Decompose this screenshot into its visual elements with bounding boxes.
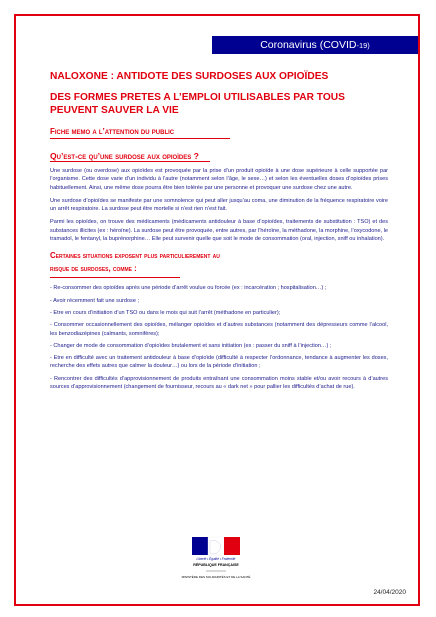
section2-heading-line1: Certaines situations exposent plus particulierement au: [50, 251, 220, 261]
risk-item: - Re-consommer des opioïdes après une période d’arrêt voulue ou forcée (ex : incarcération ; hospitalisation…) ;: [50, 285, 327, 292]
ministry-logo: [181, 535, 251, 595]
section1-paragraph-3: Parmi les opioïdes, on trouve des médicaments (médicaments antidouleur à base d’opioïdes, traitements de substitution : TSO) et des substances illicites (ex : héroïne). La surdose peut être provoquée, entre autres, par l’héroïne, la méthadone, la morphine, l’oxycodone, le tramadol, le fentanyl, la buprénorphine… Elle peut survenir quelle que soit le mode de consommation (oral, injection, sniff ou inhalation).: [50, 219, 388, 243]
banner-text: Coronavirus (COVID: [260, 39, 357, 51]
risk-item: - Avoir récemment fait une surdose ;: [50, 297, 139, 304]
banner-suffix: -19): [356, 41, 370, 50]
section1-paragraph-1: Une surdose (ou overdose) aux opioïdes est provoquée par la prise d’un produit opioïde à une dose supérieure à celle supportée par l’organisme. Cette dose varie d’un individu à l’autre (notamment selon l’âge, le sexe…) et selon les éventuelles doses d’opioïdes prises habituellement. Ainsi, une même dose pourra être bien tolérée par une personne et provoquer une surdose chez une autre.: [50, 168, 388, 191]
subtitle-underline: [50, 138, 230, 139]
section2-heading-line2: risque de surdoses, comme :: [50, 264, 137, 274]
document-date: 24/04/2020: [373, 589, 406, 596]
secondary-title: DES FORMES PRETES A L’EMPLOI UTILISABLES PAR TOUS PEUVENT SAUVER LA VIE: [50, 92, 345, 116]
section1-underline: [50, 161, 210, 162]
main-title: NALOXONE : ANTIDOTE DES SURDOSES AUX OPIOÏDES: [50, 71, 329, 82]
risk-item: - Etre en difficulté avec un traitement antidouleur à base d’opioïde (difficulté à respecter l’ordonnance, tendance à augmenter les doses, recherche des effets autres que calmer la douleur…) ou lors de la période d’initiation ;: [50, 355, 388, 370]
section1-paragraph-2: Une surdose d’opioïdes se manifeste par une somnolence qui peut aller jusqu’au coma, une diminution de la fréquence respiratoire voire un arrêt respiratoire. La surdose peut être mortelle si n’est rien n’est fait.: [50, 197, 388, 213]
covid-banner: [212, 36, 418, 54]
risk-item: - Etre en cours d’initiation d’un TSO ou dans le mois qui suit l’arrêt (méthadone en particulier);: [50, 309, 281, 316]
memo-subtitle: Fiche memo a l’attention du public: [50, 127, 175, 136]
logo-ministry: MINISTÈRE DES SOLIDARITÉS ET DE LA SANTÉ: [181, 575, 251, 579]
risk-item: - Rencontrer des difficultés d’approvisionnement de produits entraînant une consommation moins stable et/ou avoir recours à d’autres sources d’approvisionnement (changement de fournisseur, recours au « dark net » pour pallier les difficultés d’achat de rue).: [50, 375, 388, 391]
risk-item: - Changer de mode de consommation d’opioïdes brutalement et sans initiation (ex : passer du sniff à l’injection…) ;: [50, 342, 332, 349]
logo-republic: RÉPUBLIQUE FRANÇAISE: [193, 563, 239, 567]
section1-heading: Qu’est-ce qu’une surdose aux opioïdes ?: [50, 151, 199, 161]
document-body: [50, 70, 388, 395]
logo-motto: Liberté • Égalité • Fraternité: [196, 557, 236, 561]
risk-item: - Consommer occasionnellement des opioïdes, mélanger opioïdes et d’autres substances (notamment des dépresseurs comme l’alcool, les benzodiazépines (calmants, somnifères);: [50, 322, 388, 337]
section2-underline: [50, 277, 180, 278]
